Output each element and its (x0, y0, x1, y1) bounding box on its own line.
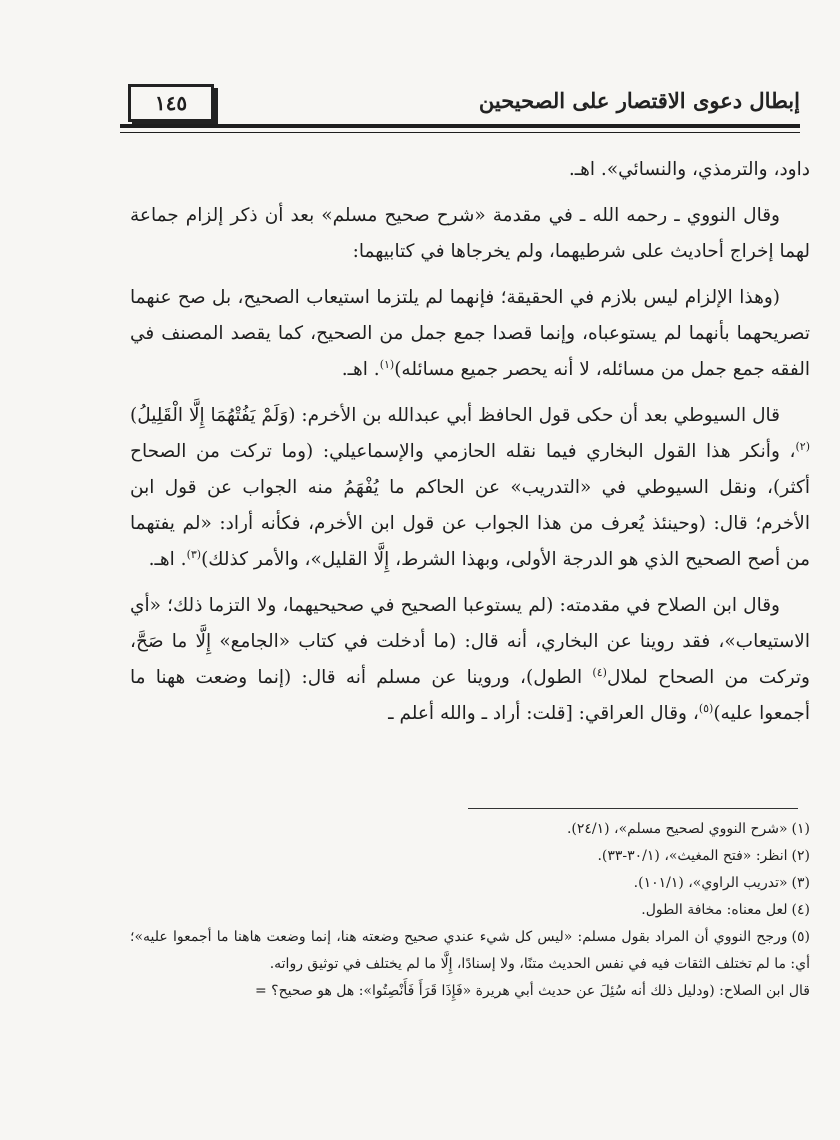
footnote: (٥)ورجح النووي أن المراد بقول مسلم: «ليس كل شيء عندي صحيح وضعته هنا، إنما وضعت هاهنا ما أجمعوا عليه»؛ أي: ما لم تختلف الثقات فيه في نفس الحديث متنًا، ولا إسنادًا، إِلَّا ما لم يختلف في توثيق رواته. (130, 929, 810, 972)
header-rule-thick (120, 124, 800, 128)
main-text (130, 152, 810, 742)
paragraph: قال السيوطي بعد أن حكى قول الحافظ أبي عبدالله بن الأخرم: (وَلَمْ يَفُتْهُمَا إِلَّا الْقَلِيلُ)$^{(٢)}$، وأنكر هذا القول البخاري فيما نقله الحازمي والإسماعيلي: (وما تركت من الصحاح أكثر)، ونقل السيوطي في «التدريب» عن الحاكم ما يُفْهَمُ منه الجواب عن قول ابن الأخرم؛ قال: (وحينئذ يُعرف من هذا الجواب عن قول ابن الأخرم، فكأنه أراد: «لم يفتهما من أصح الصحيح الذي هو الدرجة الأولى، وبهذا الشرط، إِلَّا القليل»، والأمر كذلك)$^{(٣)}$. اهـ. (130, 405, 810, 570)
page-header (120, 72, 800, 142)
footnote: (١)«شرح النووي لصحيح مسلم»، (٢٤/١). (566, 821, 810, 837)
footnote: (٣)«تدريب الراوي»، (١٠١/١). (633, 875, 810, 891)
footnote-continuation: قال ابن الصلاح: (ودليل ذلك أنه سُئِلَ عن حديث أبي هريرة «فَإِذَا قَرَأَ فَأَنْصِتُوا»: هل هو صحيح؟ = (254, 983, 810, 999)
paragraph: وقال النووي ـ رحمه الله ـ في مقدمة «شرح صحيح مسلم» بعد أن ذكر إلزام جماعة لهما إخراج أحاديث على شرطيهما، ولم يخرجاها في كتابيهما: (130, 205, 810, 262)
quote-paragraph: (وهذا الإلزام ليس بلازم في الحقيقة؛ فإنهما لم يلتزما استيعاب الصحيح، بل صح عنهما تصريحهما بأنهما لم يستوعباه، وإنما قصدا جمع جمل من الصحيح، كما يقصد المصنف في الفقه جمع جمل من مسائله، لا أنه يحصر جميع مسائله)$^{(١)}$. اهـ. (130, 287, 810, 380)
footnote-ref: (٤) (592, 665, 607, 679)
footnote-ref: (٣) (186, 547, 202, 561)
footnote-separator (468, 808, 798, 809)
paragraph: داود، والترمذي، والنسائي». اهـ. (568, 159, 810, 180)
header-rule-thin (120, 132, 800, 133)
paragraph: وقال ابن الصلاح في مقدمته: (لم يستوعبا الصحيح في صحيحيهما، ولا التزما ذلك؛ «أي الاستيعاب»، فقد روينا عن البخاري، أنه قال: (ما أدخلت في كتاب «الجامع» إِلَّا ما صَحَّ، وتركت من الصحاح لملال$^{(٤)}$ الطول)، وروينا عن مسلم أنه قال: (إنما وضعت ههنا ما أجمعوا عليه)$^{(٥)}$، وقال العراقي: [قلت: أراد ـ والله أعلم ـ (130, 595, 810, 724)
running-title: إبطال دعوى الاقتصار على الصحيحين (478, 88, 800, 113)
footnote: (٤)لعل معناه: مخافة الطول. (641, 902, 810, 918)
page-number: ١٤٥ (128, 84, 214, 122)
footnote: (٢)انظر: «فتح المغيث»، (٣٠/١-٣٣). (597, 848, 810, 864)
footnote-ref: (١) (379, 357, 395, 371)
footnote-ref: (٥) (698, 701, 714, 715)
footnote-ref: (٢) (795, 439, 810, 453)
footnotes (130, 816, 810, 1005)
